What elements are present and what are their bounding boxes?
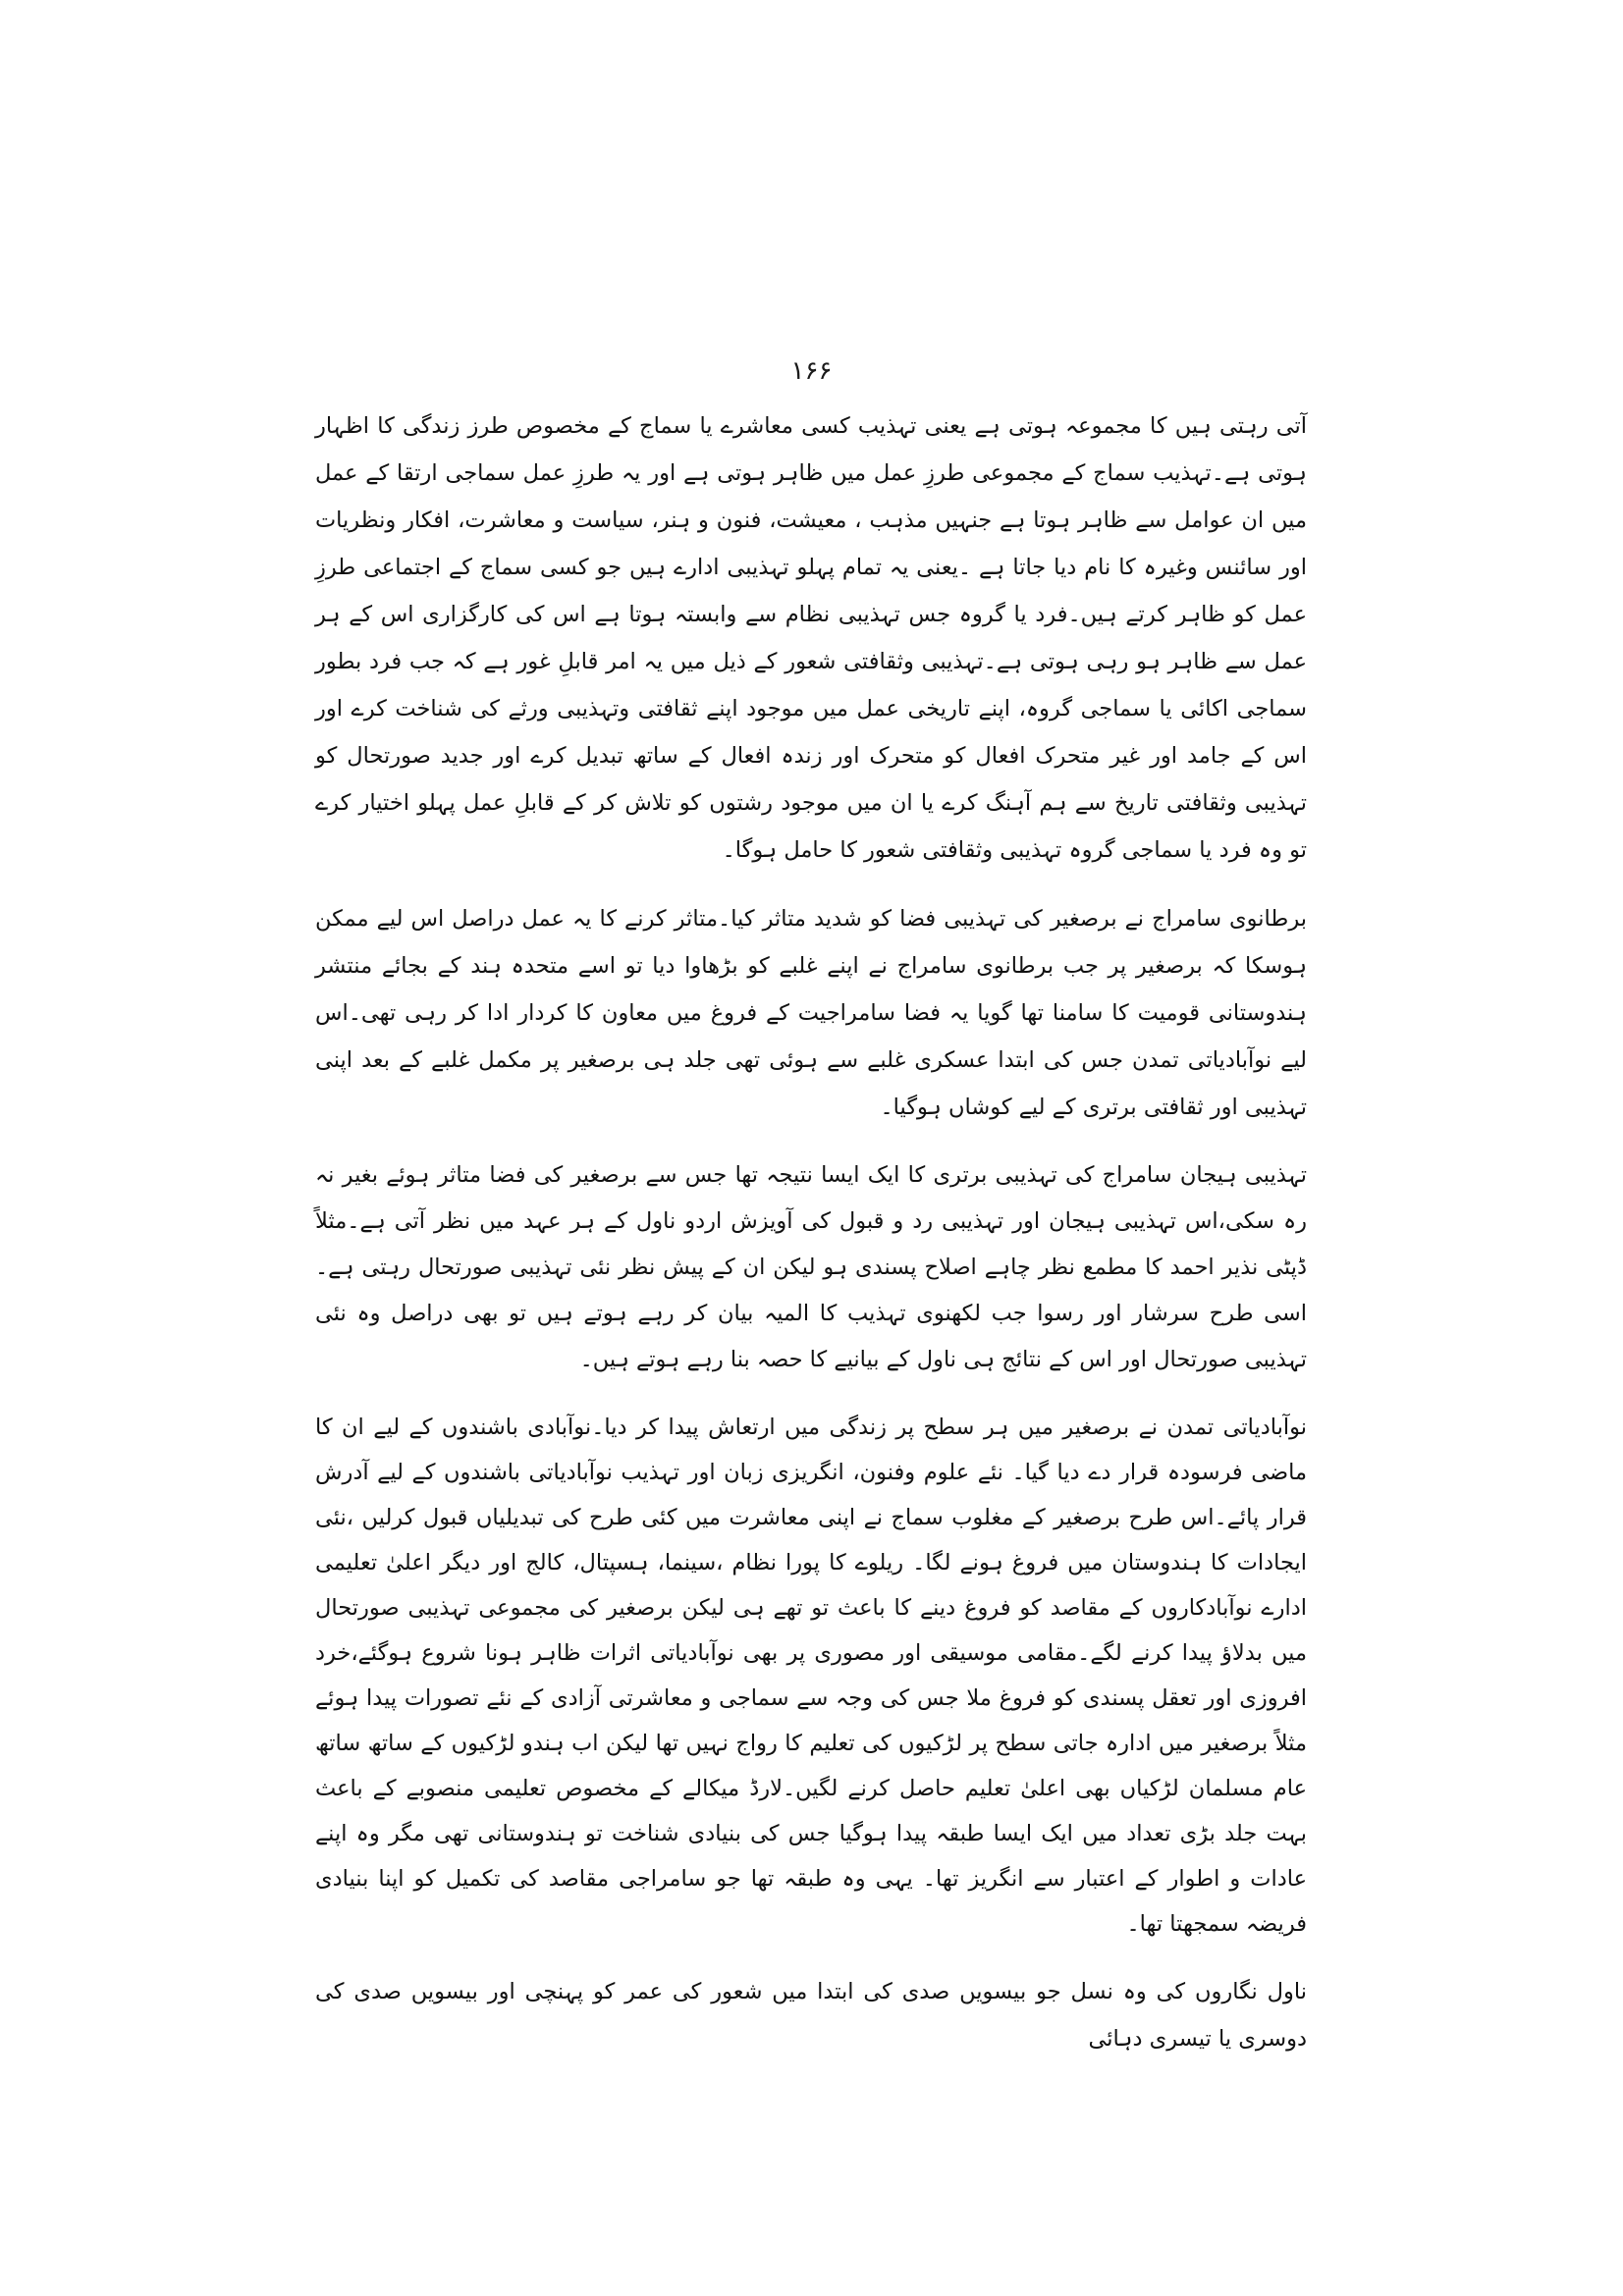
paragraph-2: برطانوی سامراج نے برصغیر کی تہذیبی فضا کو شدید متاثر کیا۔متاثر کرنے کا یہ عمل دراصل اس لیے ممکن ہوسکا کہ برصغیر پر جب برطانوی سامراج نے اپنے غلبے کو بڑھاوا دیا تو اسے متحدہ ہند کے بجائے منتشر ہندوستانی قومیت کا سامنا تھا گویا یہ فضا سامراجیت کے فروغ میں معاون کا کردار ادا کر رہی تھی۔اس لیے نوآبادیاتی تمدن جس کی ابتدا عسکری غلبے سے ہوئی تھی جلد ہی برصغیر پر مکمل غلبے کے بعد اپنی تہذیبی اور ثقافتی برتری کے لیے کوشاں ہوگیا۔ <box>315 906 1307 1120</box>
page-number: ۱۶۶ <box>790 356 833 386</box>
paragraph-5: ناول نگاروں کی وہ نسل جو بیسویں صدی کی ابتدا میں شعور کی عمر کو پہنچی اور بیسویں صدی کی دوسری یا تیسری دہائی <box>315 1979 1307 2052</box>
paragraph-4: نوآبادیاتی تمدن نے برصغیر میں ہر سطح پر زندگی میں ارتعاش پیدا کر دیا۔نوآبادی باشندوں کے لیے ان کا ماضی فرسودہ قرار دے دیا گیا۔ نئے علوم وفنون، انگریزی زبان اور تہذیب نوآبادیاتی باشندوں کے لیے آدرش قرار پائے۔اس طرح برصغیر کے مغلوب سماج نے اپنی معاشرت میں کئی طرح کی تبدیلیاں قبول کرلیں ،نئی ایجادات کا ہندوستان میں فروغ ہونے لگا۔ ریلوے کا پورا نظام ،سینما، ہسپتال، کالج اور دیگر اعلیٰ تعلیمی ادارے نوآبادکاروں کے مقاصد کو فروغ دینے کا باعث تو تھے ہی لیکن برصغیر کی مجموعی تہذیبی صورتحال میں بدلاؤ پیدا کرنے لگے۔مقامی موسیقی اور مصوری پر بھی نوآبادیاتی اثرات ظاہر ہونا شروع ہوگئے،خرد افروزی اور تعقل پسندی کو فروغ ملا جس کی وجہ سے سماجی و معاشرتی آزادی کے نئے تصورات پیدا ہوئے مثلاً برصغیر میں ادارہ جاتی سطح پر لڑکیوں کی تعلیم کا رواج نہیں تھا لیکن اب ہندو لڑکیوں کے ساتھ ساتھ عام مسلمان لڑکیاں بھی اعلیٰ تعلیم حاصل کرنے لگیں۔لارڈ میکالے کے مخصوص تعلیمی منصوبے کے باعث بہت جلد بڑی تعداد میں ایک ایسا طبقہ پیدا ہوگیا جس کی بنیادی شناخت تو ہندوستانی تھی مگر وہ اپنے عادات و اطوار کے اعتبار سے انگریز تھا۔ یہی وہ طبقہ تھا جو سامراجی مقاصد کی تکمیل کو اپنا بنیادی فریضہ سمجھتا تھا۔ <box>315 1415 1307 1937</box>
paragraph-1: آتی رہتی ہیں کا مجموعہ ہوتی ہے یعنی تہذیب کسی معاشرے یا سماج کے مخصوص طرز زندگی کا اظہار ہوتی ہے۔تہذیب سماج کے مجموعی طرزِ عمل میں ظاہر ہوتی ہے اور یہ طرزِ عمل سماجی ارتقا کے عمل میں ان عوامل سے ظاہر ہوتا ہے جنہیں مذہب ، معیشت، فنون و ہنر، سیاست و معاشرت، افکار ونظریات اور سائنس وغیرہ کا نام دیا جاتا ہے ۔یعنی یہ تمام پہلو تہذیبی ادارے ہیں جو کسی سماج کے اجتماعی طرزِ عمل کو ظاہر کرتے ہیں۔فرد یا گروہ جس تہذیبی نظام سے وابستہ ہوتا ہے اس کی کارگزاری اس کے ہر عمل سے ظاہر ہو رہی ہوتی ہے۔تہذیبی وثقافتی شعور کے ذیل میں یہ امر قابلِ غور ہے کہ جب فرد بطور سماجی اکائی یا سماجی گروہ، اپنے تاریخی عمل میں موجود اپنے ثقافتی وتہذیبی ورثے کی شناخت کرے اور اس کے جامد اور غیر متحرک افعال کو متحرک اور زندہ افعال کے ساتھ تبدیل کرے اور جدید صورتحال کو تہذیبی وثقافتی تاریخ سے ہم آہنگ کرے یا ان میں موجود رشتوں کو تلاش کر کے قابلِ عمل پہلو اختیار کرے تو وہ فرد یا سماجی گروہ تہذیبی وثقافتی شعور کا حامل ہوگا۔ <box>315 413 1307 863</box>
body-text <box>315 402 1307 2062</box>
paragraph-3: تہذیبی ہیجان سامراج کی تہذیبی برتری کا ایک ایسا نتیجہ تھا جس سے برصغیر کی فضا متاثر ہوئے بغیر نہ رہ سکی،اس تہذیبی ہیجان اور تہذیبی رد و قبول کی آویزش اردو ناول کے ہر عہد میں نظر آتی ہے۔مثلاً ڈپٹی نذیر احمد کا مطمع نظر چاہے اصلاح پسندی ہو لیکن ان کے پیش نظر نئی تہذیبی صورتحال رہتی ہے۔اسی طرح سرشار اور رسوا جب لکھنوی تہذیب کا المیہ بیان کر رہے ہوتے ہیں تو بھی دراصل وہ نئی تہذیبی صورتحال اور اس کے نتائج ہی ناول کے بیانیے کا حصہ بنا رہے ہوتے ہیں۔ <box>315 1162 1307 1372</box>
